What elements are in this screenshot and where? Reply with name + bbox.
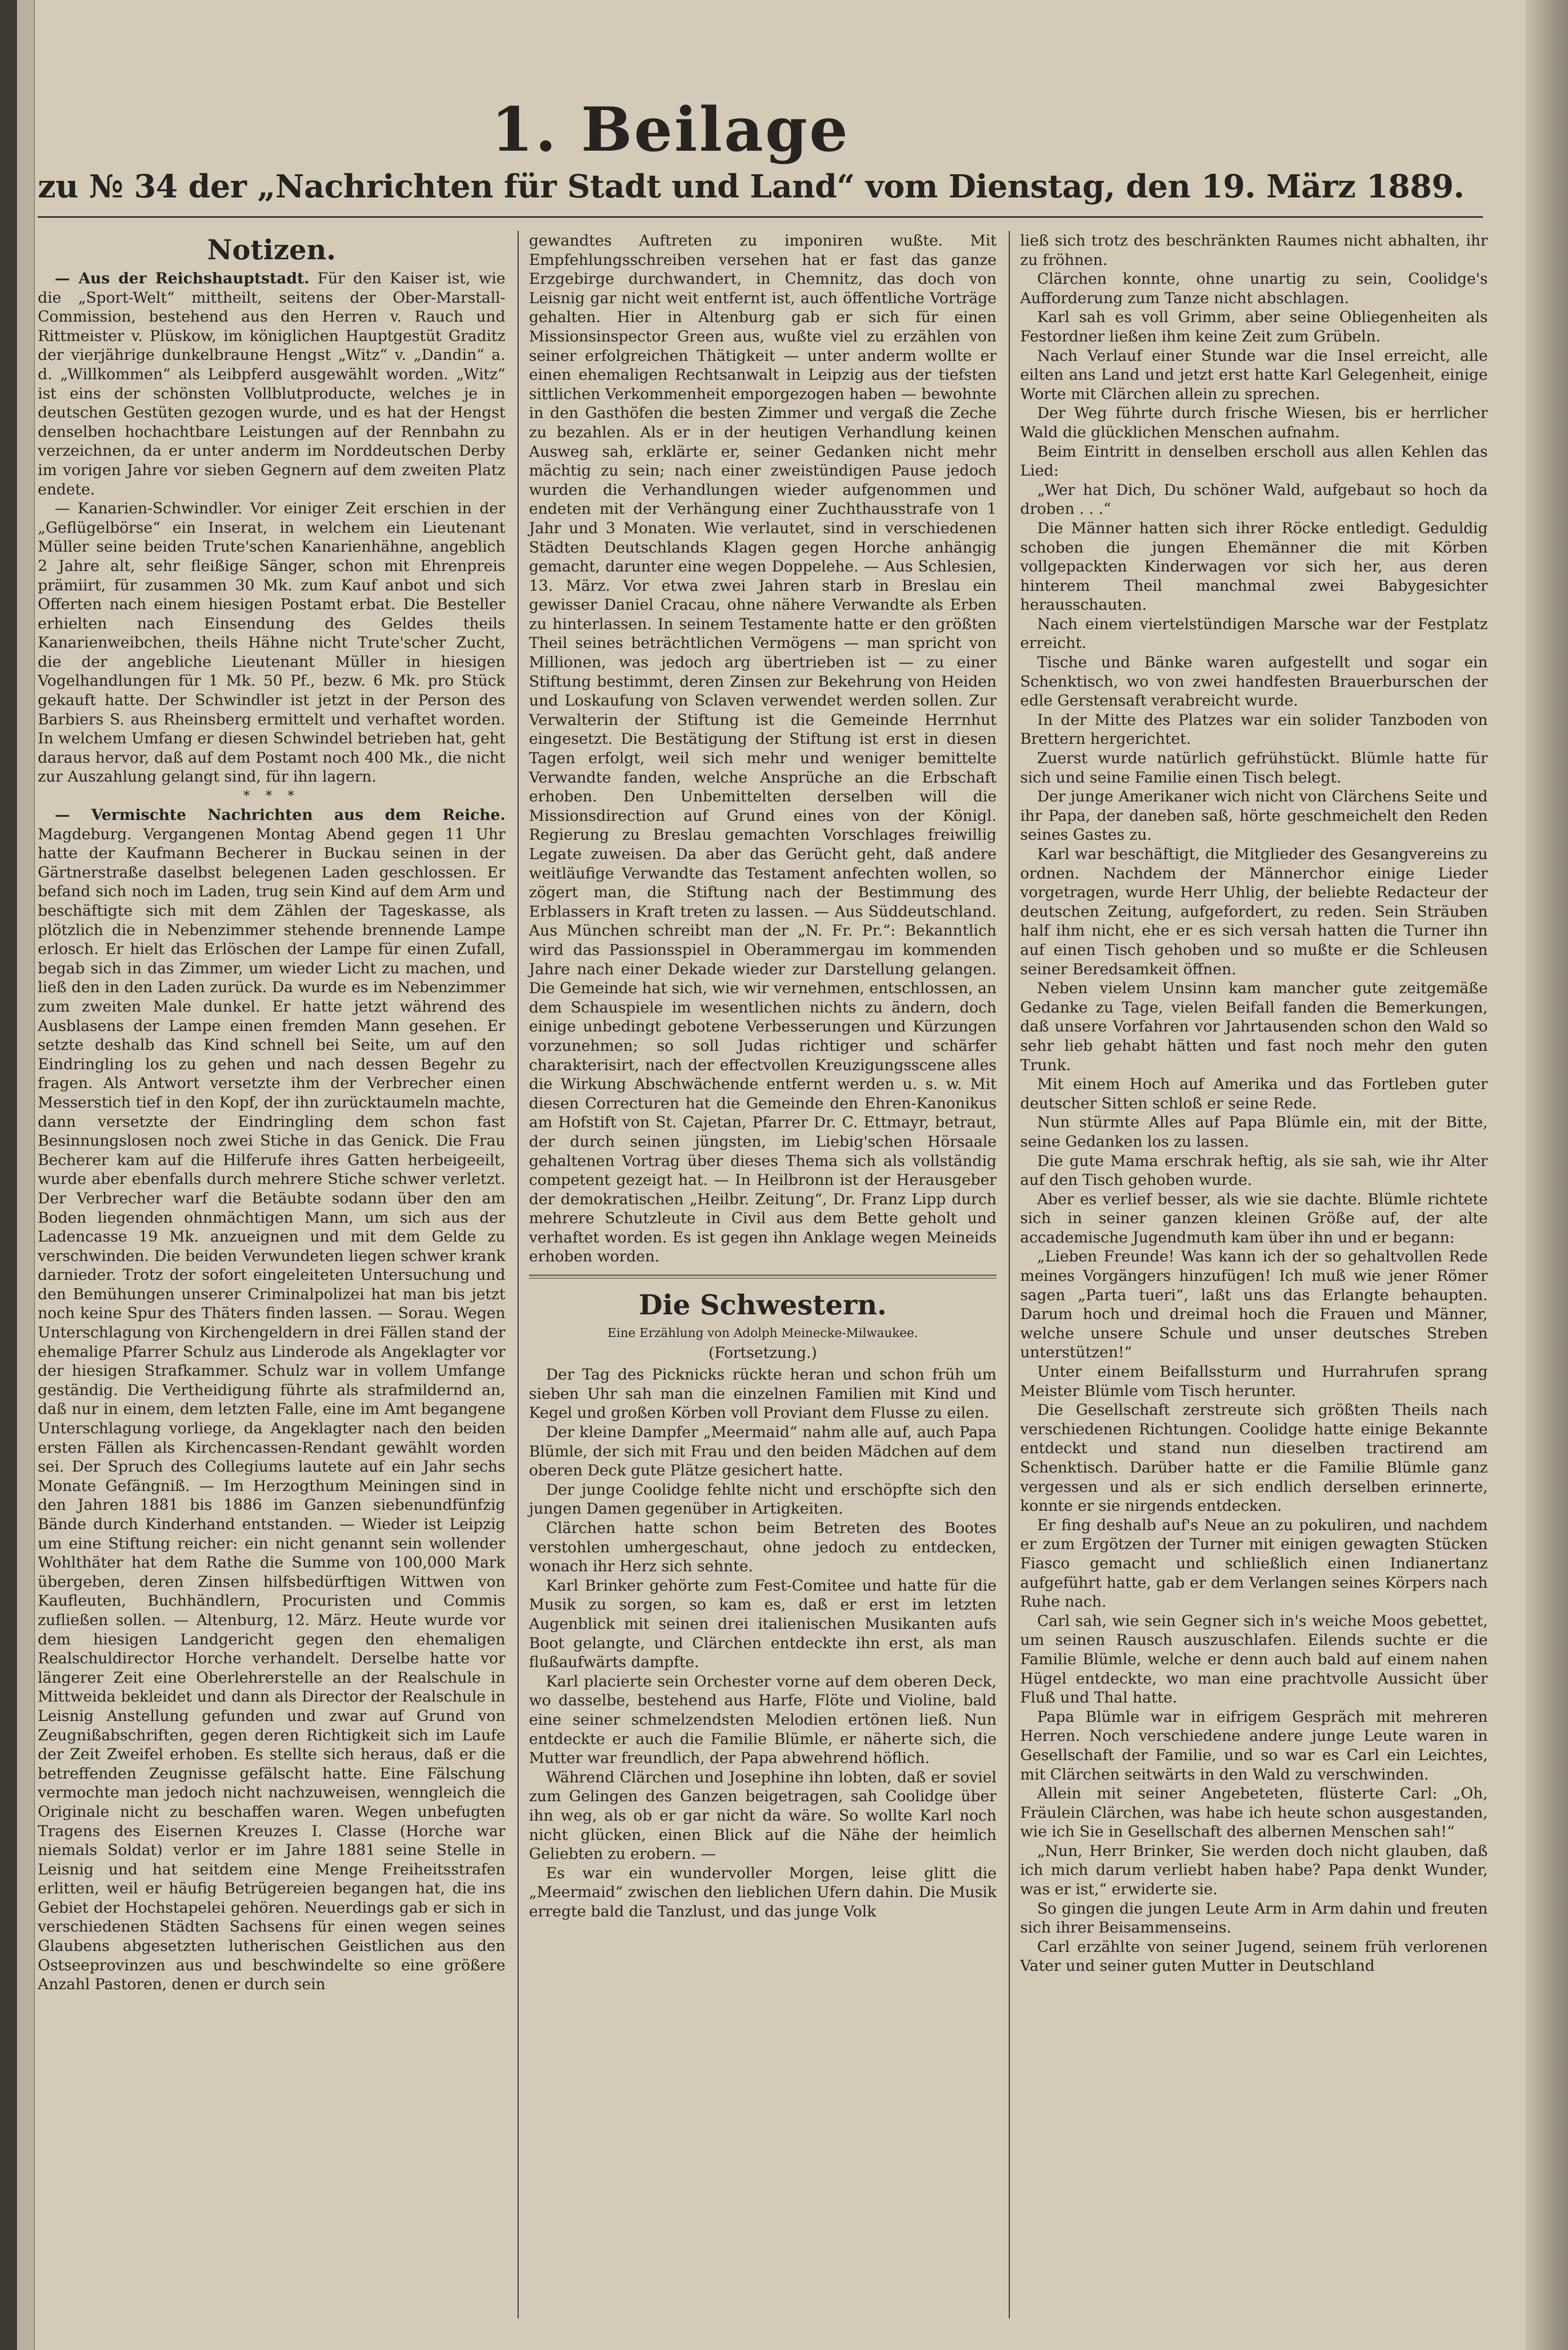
story-paragraph: Karl placierte sein Orchester vorne auf dem oberen Deck, wo dasselbe, bestehend aus Harfe, Flöte und Violine, bald eine seiner schmelzendsten Melodien ertönen ließ. Nun entdeckte er auch die Familie Blümle, er näherte sich, die Mutter war freundlich, der Papa abwehrend höflich. xyxy=(529,1672,997,1767)
column-2 xyxy=(529,231,997,1921)
section-head: — Vermischte Nachrichten aus dem Reiche. xyxy=(55,806,505,824)
section-head: — Aus der Reichshauptstadt. xyxy=(55,269,309,287)
story-paragraph: Der kleine Dampfer „Meermaid“ nahm alle auf, auch Papa Blümle, der sich mit Frau und den beiden Mädchen auf dem oberen Deck gute Plätze gesichert hatte. xyxy=(529,1423,997,1480)
story-paragraph: Es war ein wundervoller Morgen, leise glitt die „Meermaid“ zwischen den lieblichen Ufern dahin. Die Musik erregte bald die Tanzlust, und das junge Volk xyxy=(529,1864,997,1920)
story-paragraph: Mit einem Hoch auf Amerika und das Fortleben guter deutscher Sitten schloß er seine Rede. xyxy=(1020,1075,1488,1112)
columns xyxy=(38,231,1488,2318)
supplement-title: 1. Beilage xyxy=(491,94,850,165)
story-paragraph: „Wer hat Dich, Du schöner Wald, aufgebaut so hoch da droben . . .“ xyxy=(1020,480,1488,518)
book-binding xyxy=(0,0,17,2350)
story-paragraph: Die Männer hatten sich ihrer Röcke entledigt. Geduldig schoben die jungen Ehemänner die mit Körben vollgepackten Kinderwagen vor sich her, aus deren hinterem Theil manchmal zwei Babygesichter herausschauten. xyxy=(1020,519,1488,614)
story-paragraph: Karl war beschäftigt, die Mitglieder des Gesangvereins zu ordnen. Nachdem der Männerchor einige Lieder vorgetragen, wurde Herr Uhlig, der beliebte Redacteur der deutschen Zeitung, aufgefordert, zu reden. Sein Sträuben half ihm nicht, ehe er es sich versah hatten die Turner ihn auf einen Tisch gehoben und so mußte er die Schleusen seiner Beredsamkeit öffnen. xyxy=(1020,845,1488,978)
story-paragraph: Carl sah, wie sein Gegner sich in's weiche Moos gebettet, um seinen Rausch auszuschlafen. Eilends suchte er die Familie Blümle, welche er denn auch bald auf einem nahen Hügel entdeckte, wo man eine prachtvolle Aussicht über Fluß und Thal hatte. xyxy=(1020,1611,1488,1707)
article-paragraph: gewandtes Auftreten zu imponiren wußte. Mit Empfehlungsschreiben versehen hat er fast das ganze Erzgebirge durchwandert, in Chemnitz, das doch von Leisnig gar nicht weit entfernt ist, auch öffentliche Vorträge gehalten. Hier in Altenburg gab er sich für einen Missionsinspector Green aus, wußte viel zu erzählen von seiner erfolgreichen Thätigkeit — unter anderm wollte er einen ehemaligen Rechtsanwalt in Leipzig aus der tiefsten sittlichen Verkommenheit emporgezogen haben — bewohnte in den Gasthöfen die besten Zimmer und vergaß die Zeche zu bezahlen. Als er in der heutigen Verhandlung keinen Ausweg sah, erklärte er, seiner Gedanken nicht mehr mächtig zu sein; nach einer zweistündigen Pause jedoch wurden die Verhandlungen wieder aufgenommen und endeten mit der Verhängung einer Zuchthausstrafe von 1 Jahr und 3 Monaten. Wie verlautet, sind in verschiedenen Städten Deutschlands Klagen gegen Horche anhängig gemacht, darunter eine wegen Doppelehe. — Aus Schlesien, 13. März. Vor etwa zwei Jahren starb in Breslau ein gewisser Daniel Cracau, ohne nähere Verwandte als Erben zu hinterlassen. In seinem Testamente hatte er den größten Theil seines beträchtlichen Vermögens — man spricht von Millionen, was jedoch arg übertrieben ist — zu einer Stiftung bestimmt, deren Zinsen zur Bekehrung von Heiden und Loskaufung von Sclaven verwendet werden sollen. Zur Verwalterin der Stiftung ist die Gemeinde Herrnhut eingesetzt. Die Bestätigung der Stiftung ist erst in diesen Tagen erfolgt, weil sich mehr und weniger bemittelte Verwandte fanden, welche Ansprüche an die Erbschaft erhoben. Den Unbemittelten derselben will die Missionsdirection auf Grund eines von der Königl. Regierung zu Breslau gemachten Vorschlages freiwillig Legate zuweisen. Da aber das Gerücht geht, daß andere weitläufige Verwandte das Testament anfechten wollen, so zögert man, die Stiftung nach der Bestimmung des Erblassers in Kraft treten zu lassen. — Aus Süddeutschland. Aus München schreibt man der „N. Fr. Pr.“: Bekanntlich wird das Passionsspiel in Oberammergau im kommenden Jahre nach einer Dekade wieder zur Darstellung gelangen. Die Gemeinde hat sich, wie wir vernehmen, entschlossen, an dem Schauspiele im wesentlichen nichts zu ändern, doch einige unbedingt gebotene Verbesserungen und Kürzungen vorzunehmen; so soll Judas richtiger und schärfer charakterisirt, nach der effectvollen Kreuzigungsscene alles die Wirkung Abschwächende entfernt werden u. s. w. Mit diesen Correcturen hat die Gemeinde den Ehren-Kanonikus am Hofstift von St. Cajetan, Pfarrer Dr. C. Ettmayr, betraut, der durch seinen jüngsten, im Liebig'schen Hörsaale gehaltenen Vortrag über dieses Thema sich als vollständig competent gezeigt hat. — In Heilbronn ist der Herausgeber der demokratischen „Heilbr. Zeitung“, Dr. Franz Lipp durch mehrere Schutzleute in Civil aus dem Bette geholt und verhaftet worden. Es ist gegen ihn Anklage wegen Meineids erhoben worden. xyxy=(529,231,997,1266)
story-paragraph: ließ sich trotz des beschränkten Raumes nicht abhalten, ihr zu fröhnen. xyxy=(1020,231,1488,269)
story-paragraph: Allein mit seiner Angebeteten, flüsterte Carl: „Oh, Fräulein Clärchen, was habe ich heute schon ausgestanden, wie ich Sie in Gesellschaft des albernen Menschen sah!“ xyxy=(1020,1784,1488,1841)
story-paragraph: Papa Blümle war in eifrigem Gespräch mit mehreren Herren. Noch verschiedene andere junge Leute waren in Gesellschaft der Familie, und so war es Carl ein Leichtes, mit Clärchen seitwärts in den Wald zu verschwinden. xyxy=(1020,1707,1488,1783)
story-paragraph: Beim Eintritt in denselben erscholl aus allen Kehlen das Lied: xyxy=(1020,442,1488,480)
story-paragraph: „Lieben Freunde! Was kann ich der so gehaltvollen Rede meines Vorgängers hinzufügen! Ich muß wie jener Römer sagen „Parta tueri“, laßt uns das Erlangte behaupten. Darum hoch und dreimal hoch die Frauen und Männer, welche unsere Schule und unser deutsches Streben unterstützen!“ xyxy=(1020,1247,1488,1362)
story-paragraph: Der junge Coolidge fehlte nicht und erschöpfte sich den jungen Damen gegenüber in Artigkeiten. xyxy=(529,1480,997,1518)
story-paragraph: Neben vielem Unsinn kam mancher gute zeitgemäße Gedanke zu Tage, vielen Beifall fanden die Bemerkungen, daß unsere Vorfahren vor Jahrtausenden schon den Wald so sehr lieb gehabt hätten und fast noch mehr den guten Trunk. xyxy=(1020,979,1488,1074)
story-paragraph: Der junge Amerikaner wich nicht von Clärchens Seite und ihr Papa, der daneben saß, hörte geschmeichelt den Reden seines Gastes zu. xyxy=(1020,787,1488,844)
story-paragraph: Karl sah es voll Grimm, aber seine Obliegenheiten als Festordner ließen ihm keine Zeit zum Grübeln. xyxy=(1020,308,1488,345)
article-paragraph xyxy=(38,805,505,1994)
page-gutter xyxy=(17,0,35,2350)
story-paragraph: Carl erzählte von seiner Jugend, seinem früh verlorenen Vater und seiner guten Mutter in Deutschland xyxy=(1020,1937,1488,1975)
masthead xyxy=(38,94,1483,208)
story-paragraph: Während Clärchen und Josephine ihn lobten, daß er soviel zum Gelingen des Ganzen beigetragen, sah Coolidge über ihn weg, als ob er gar nicht da wäre. So wollte Karl noch nicht glücken, einen Blick auf die Nähe der heimlich Geliebten zu erobern. — xyxy=(529,1768,997,1863)
asterism: * * * xyxy=(243,788,300,804)
story-paragraph: Tische und Bänke waren aufgestellt und sogar ein Schenktisch, wo von zwei handfesten Brauerburschen der edle Gerstensaft verabreicht wurde. xyxy=(1020,653,1488,710)
page-edge xyxy=(1525,0,1568,2350)
story-paragraph: Nun stürmte Alles auf Papa Blümle ein, mit der Bitte, seine Gedanken los zu lassen. xyxy=(1020,1113,1488,1150)
story-paragraph: Der Tag des Picknicks rückte heran und schon früh um sieben Uhr sah man die einzelnen Familien mit Kind und Kegel und großen Körben voll Proviant dem Flusse zu eilen. xyxy=(529,1365,997,1422)
story-paragraph: Die Gesellschaft zerstreute sich größten Theils nach verschiedenen Richtungen. Coolidge hatte einige Bekannte entdeckt und stand nun dieselben tractirend am Schenktisch. Darüber hatte er die Familie Blümle ganz vergessen und als er sich endlich derselben erinnerte, konnte er sie nirgends entdecken. xyxy=(1020,1401,1488,1515)
article-paragraph: — Kanarien-Schwindler. Vor einiger Zeit erschien in der „Geflügelbörse“ ein Inserat, in welchem ein Lieutenant Müller seine beiden Trute'schen Kanarienhähne, angeblich 2 Jahre alt, sehr fleißige Sänger, schon mit Ehrenpreis prämiirt, für zusammen 30 Mk. zum Kauf anbot und sich Offerten nach einem hiesigen Postamt erbat. Die Besteller erhielten nach Einsendung des Geldes theils Kanarienweibchen, theils Hähne nicht Trute'scher Zucht, die der angebliche Lieutenant Müller in hiesigen Vogelhandlungen für 1 Mk. 50 Pf., bezw. 6 Mk. pro Stück gekauft hatte. Der Schwindler ist jetzt in der Person des Barbiers S. aus Rheinsberg ermittelt und verhaftet worden. In welchem Umfang er diesen Schwindel betrieben hat, geht daraus hervor, daß auf dem Postamt noch 400 Mk., die nicht zur Auszahlung gelangt sind, für ihn lagern. xyxy=(38,499,505,786)
column-divider xyxy=(518,231,519,2318)
article-paragraph xyxy=(38,269,505,499)
story-paragraph: Aber es verlief besser, als wie sie dachte. Blümle richtete sich in seiner ganzen kleinen Größe auf, der alte accademische Jugendmuth kam über ihn und er begann: xyxy=(1020,1190,1488,1246)
story-paragraph: Nach einem viertelstündigen Marsche war der Festplatz erreicht. xyxy=(1020,614,1488,652)
story-paragraph: Clärchen hatte schon beim Betreten des Bootes verstohlen umhergeschaut, ohne jedoch zu entdecken, wonach ihr Herz sich sehnte. xyxy=(529,1519,997,1575)
column-1 xyxy=(38,231,505,1994)
story-paragraph: Nach Verlauf einer Stunde war die Insel erreicht, alle eilten ans Land und jetzt erst hatte Karl Gelegenheit, einige Worte mit Clärchen allein zu sprechen. xyxy=(1020,346,1488,403)
story-paragraph: Unter einem Beifallssturm und Hurrahrufen sprang Meister Blümle vom Tisch herunter. xyxy=(1020,1362,1488,1400)
column-3 xyxy=(1020,231,1488,1975)
section-separator xyxy=(529,1275,997,1278)
story-paragraph: So gingen die jungen Leute Arm in Arm dahin und freuten sich ihrer Beisammenseins. xyxy=(1020,1899,1488,1937)
story-paragraph: In der Mitte des Platzes war ein solider Tanzboden von Brettern hergerichtet. xyxy=(1020,710,1488,748)
story-paragraph: Karl Brinker gehörte zum Fest-Comitee und hatte für die Musik zu sorgen, so kam es, daß er erst im letzten Augenblick mit seinen drei italienischen Musikanten aufs Boot gelangte, und Clärchen entdeckte ihn erst, als man flußaufwärts dampfte. xyxy=(529,1576,997,1671)
story-paragraph: Clärchen konnte, ohne unartig zu sein, Coolidge's Aufforderung zum Tanze nicht abschlagen. xyxy=(1020,270,1488,307)
story-paragraph: Er fing deshalb auf's Neue an zu pokuliren, und nachdem er zum Ergötzen der Turner mit einigen gewagten Stücken Fiasco gemacht und schließlich einen Indianertanz aufgeführt hatte, gab er dem Verlangen seines Körpers nach Ruhe nach. xyxy=(1020,1516,1488,1611)
paragraph-text: Magdeburg. Vergangenen Montag Abend gegen 11 Uhr hatte der Kaufmann Becherer in Buckau seinen in der Gärtnerstraße daselbst belegenen Laden geschlossen. Er befand sich noch im Laden, trug sein Kind auf dem Arm und beschäftigte sich mit dem Zählen der Tageskasse, als plötzlich die in Nebenzimmer stehende brennende Lampe erlosch. Er hielt das Erlöschen der Lampe für einen Zufall, begab sich in das Zimmer, um wieder Licht zu machen, und ließ den in den Laden zurück. Da wurde es im Nebenzimmer zum zweiten Male dunkel. Er hatte jetzt während des Ausblasens der Lampe einen fremden Mann gesehen. Er setzte deshalb das Kind schnell bei Seite, um auf den Eindringling los zu gehen und nach dessen Begehr zu fragen. Als Antwort versetzte ihm der Verbrecher einen Messerstich tief in den Kopf, der ihn zurücktaumeln machte, dann versetzte der Eindringling dem schon fast Besinnungslosen noch zwei Stiche in das Genick. Die Frau Becherer kam auf die Hilferufe ihres Gatten herbeigeeilt, wurde aber ebenfalls durch mehrere Stiche schwer verletzt. Der Verbrecher warf die Betäubte sodann über den am Boden liegenden ohnmächtigen Mann, um sich aus der Ladencasse 19 Mk. anzueignen und mit dem Gelde zu verschwinden. Die beiden Verwundeten liegen schwer krank darnieder. Trotz der sofort eingeleiteten Untersuchung und den Bemühungen unserer Criminalpolizei hat man bis jetzt noch keine Spur des Thäters finden lassen. — Sorau. Wegen Unterschlagung von Kirchengeldern in drei Fällen stand der ehemalige Pfarrer Schulz aus Linderode als Angeklagter vor der hiesigen Strafkammer. Schulz war in vollem Umfange geständig. Die Vertheidigung führte als strafmildernd an, daß nur in einem, dem letzten Falle, eine im Amt begangene Unterschlagung vorliege, da Angeklagter nach den beiden ersten Fällen als Kirchencassen-Rendant gewählt worden sei. Der Spruch des Collegiums lautete auf ein Jahr sechs Monate Gefängniß. — Im Herzogthum Meiningen sind in den Jahren 1881 bis 1886 im Ganzen siebenundfünfzig Bände durch Kinderhand entstanden. — Wieder ist Leipzig um eine Stiftung reicher: ein nicht genannt sein wollender Wohlthäter hat dem Rathe die Summe von 100,000 Mark übergeben, deren Zinsen hilfsbedürftigen Wittwen von Kaufleuten, Buchhändlern, Procuristen und Commis zufließen sollen. — Altenburg, 12. März. Heute wurde vor dem hiesigen Landgericht gegen den ehemaligen Realschuldirector Horche verhandelt. Derselbe hatte vor längerer Zeit eine Oberlehrerstelle an der Realschule in Mittweida bekleidet und dann als Director der Realschule in Leisnig Anstellung gefunden und zwar auf Grund von Zeugnißabschriften, gegen deren Richtigkeit sich im Laufe der Zeit Zweifel erhoben. Es stellte sich heraus, daß er die betreffenden Zeugnisse gefälscht hatte. Eine Fälschung vermochte man jedoch nicht nachzuweisen, wenngleich die Originale nicht zu beschaffen waren. Wegen unbefugten Tragens des Eisernen Kreuzes I. Classe (Horche war niemals Soldat) verlor er im Jahre 1881 seine Stelle in Leisnig und hat seitdem eine Menge Freiheitsstrafen erlitten, weil er häufig Betrügereien begangen hat, die ins Gebiet der Hochstapelei gehören. Neuerdings gab er sich in verschiedenen Städten Sachsens für einen wegen seines Glaubens abgesetzten lutherischen Geistlichen aus den Ostseeprovinzen aus und beschwindelte so eine größere Anzahl Pastoren, denen er durch sein xyxy=(38,825,505,1993)
header-rule xyxy=(38,216,1483,218)
story-paragraph: Zuerst wurde natürlich gefrühstückt. Blümle hatte für sich und seine Familie einen Tisch belegt. xyxy=(1020,749,1488,786)
newspaper-sheet xyxy=(38,94,1488,2318)
paragraph-text: Für den Kaiser ist, wie die „Sport-Welt“ mittheilt, seitens der Ober-Marstall-Commission, bestehend aus den Herren v. Rauch und Rittmeister v. Plüskow, im königlichen Hauptgestüt Graditz der vierjährige dunkelbraune Hengst „Witz“ v. „Dandin“ a. d. „Willkommen“ als Leibpferd ausgewählt worden. „Witz“ ist eins der schönsten Vollblutproducte, welches je in deutschen Gestüten gezogen wurde, und es hat der Hengst denselben hochachtbare Leistungen auf der Rennbahn zu verzeichnen, da er unter anderm im Norddeutschen Derby im vorigen Jahre vor sieben Gegnern auf dem zweiten Platz endete. xyxy=(38,269,505,498)
issue-line: zu № 34 der „Nachrichten für Stadt und Land“ vom Dienstag, den 19. März 1889. xyxy=(38,168,1465,205)
story-paragraph: Die gute Mama erschrak heftig, als sie sah, wie ihr Alter auf den Tisch gehoben wurde. xyxy=(1020,1151,1488,1189)
notices-heading: Notizen. xyxy=(207,234,336,266)
story-title: Die Schwestern. xyxy=(639,1289,887,1321)
continuation-note: (Fortsetzung.) xyxy=(708,1343,817,1362)
story-byline: Eine Erzählung von Adolph Meinecke-Milwaukee. xyxy=(607,1326,918,1341)
story-paragraph: „Nun, Herr Brinker, Sie werden doch nicht glauben, daß ich mich darum verliebt haben habe? Papa denkt Wunder, was er ist,“ erwiderte sie. xyxy=(1020,1841,1488,1899)
story-paragraph: Der Weg führte durch frische Wiesen, bis er herrlicher Wald die glücklichen Menschen aufnahm. xyxy=(1020,404,1488,441)
column-divider xyxy=(1009,231,1010,2318)
